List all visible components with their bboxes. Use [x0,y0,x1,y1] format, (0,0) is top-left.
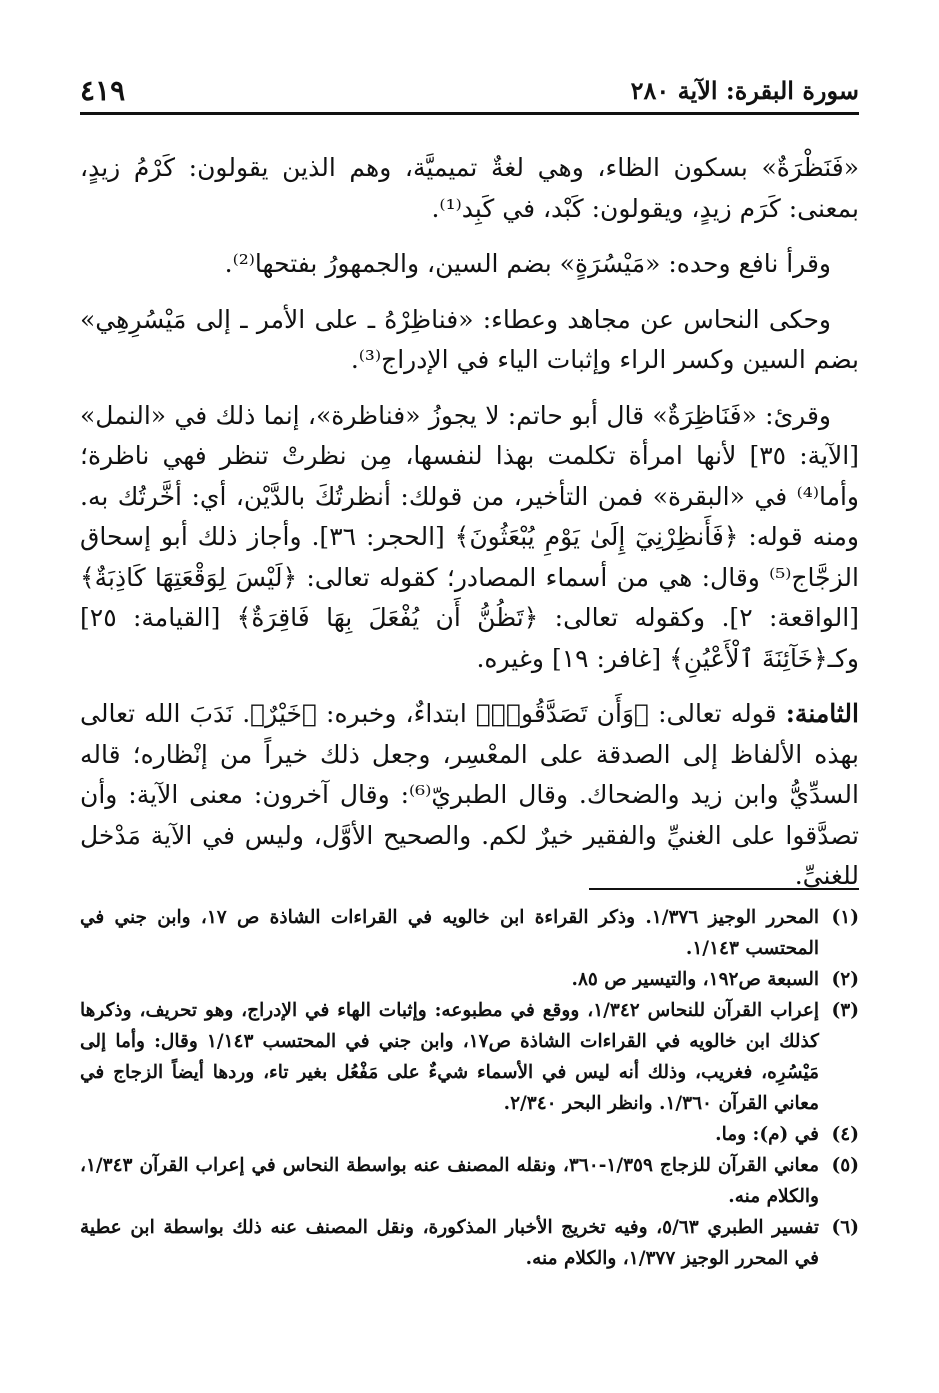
footnote-text: معاني القرآن للزجاج ١/٣٥٩-٣٦٠، ونقله المصنف عنه بواسطة النحاس في إعراب القرآن ١/٣٤٣، والكلام منه. [80,1155,819,1207]
footnote-number: (٣) [831,1000,859,1021]
footnotes [80,902,859,1274]
footnote-text: تفسير الطبري ٥/٦٣، وفيه تخريج الأخبار المذكورة، ونقل المصنف عنه ذلك بواسطة ابن عطية في المحرر الوجيز ١/٣٧٧، والكلام منه. [80,1217,819,1269]
main-text [80,148,859,912]
footnote-number: (٥) [831,1155,859,1176]
paragraph-3: وحكى النحاس عن مجاهد وعطاء: «فناظِرْهُ ـ على الأمر ـ إلى مَيْسُرِهِي» بضم السين وكسر الراء وإثبات الياء في الإدراج⁽³⁾. [80,304,859,374]
running-header [80,68,859,115]
page-number: ٤١٩ [80,73,126,107]
footnote-text: إعراب القرآن للنحاس ١/٣٤٢، ووقع في مطبوعه: وإثبات الهاء في الإدراج، وهو تحريف، وذكرها كذلك ابن خالويه في القراءات الشاذة ص١٧، وابن جني في المحتسب ١/١٤٣ وقال: وأما إلى مَيْسُرِه، فغريب، وذلك أنه ليس في الأسماء شيءٌ على مَفْعُل بغير تاء، وردها أيضاً الزجاج في معاني القرآن ١/٣٦٠. وانظر البحر ٢/٣٤٠. [80,1000,820,1114]
paragraph-4: وقرئ: «فَنَاظِرَةٌ» قال أبو حاتم: لا يجوزُ «فناظرة»، إنما ذلك في «النمل» [الآية: ٣٥] لأنها امرأة تكلمت بهذا لنفسها، مِن نظرتْ تنظر فهي ناظرة؛ وأما⁽⁴⁾ في «البقرة» فمن التأخير، من قولك: أنظرتُكَ بالدَّيْن، أي: أخَّرتُك به. ومنه قوله: ﴿فَأَنظِرْنِيٓ إِلَىٰ يَوْمِ يُبْعَثُونَ﴾ [الحجر: ٣٦]. وأجاز ذلك أبو إسحاق الزجَّاج⁽⁵⁾ وقال: هي من أسماء المصادر؛ كقوله تعالى: ﴿لَيْسَ لِوَقْعَتِهَا كَاذِبَةٌ﴾ [الواقعة: ٢]. وكقوله تعالى: ﴿تَظُنُّ أَن يُفْعَلَ بِهَا فَاقِرَةٌ﴾ [القيامة: ٢٥] وكـ﴿خَآئِنَةَ ٱلْأَعْيُنِ﴾ [غافر: ١٩] وغيره. [80,400,859,673]
footnote [80,995,859,1119]
footnote [80,1150,859,1212]
paragraph-5-text: قوله تعالى: ﴿وَأَن تَصَدَّقُوا۟﴾ ابتداءٌ، وخبره: ﴿خَيْرٌ﴾. نَدَبَ الله تعالى بهذه الألفاظ إلى الصدقة على المعْسِر، وجعل ذلك خيراً من إنْظاره؛ قاله السدِّيُّ وابن زيد والضحاك. وقال الطبريّ⁽⁶⁾: وقال آخرون: معنى الآية: وأن تصدَّقوا على الغنيِّ والفقير خيرٌ لكم. والصحيح الأوَّل، وليس في الآية مَدْخل للغنيِّ. [80,699,859,890]
footnote-text: في (م): وما. [715,1124,819,1145]
footnote [80,1119,859,1150]
surah-title: سورة البقرة: الآية ٢٨٠ [630,75,859,105]
footnote [80,902,859,964]
footnote-text: السبعة ص١٩٢، والتيسير ص ٨٥. [571,969,819,990]
footnote [80,964,859,995]
paragraph-1: «فَنَظْرَةٌ» بسكون الظاء، وهي لغةٌ تميميَّة، وهم الذين يقولون: كَرْمُ زيدٍ، بمعنى: كَرَم زيدٍ، ويقولون: كَبْد، في كَبِد⁽¹⁾. [80,153,859,223]
paragraph-5 [80,694,859,897]
section-lead: الثامنة: [785,699,859,728]
footnote-text: المحرر الوجيز ١/٣٧٦. وذكر القراءة ابن خالويه في القراءات الشاذة ص ١٧، وابن جني في المحتسب ١/١٤٣. [80,907,819,959]
footnote-number: (٦) [831,1217,859,1238]
paragraph-2: وقرأ نافع وحده: «مَيْسُرَةٍ» بضم السين، والجمهورُ بفتحها⁽²⁾. [224,249,831,278]
footnote-number: (١) [831,907,859,928]
footnote [80,1212,859,1274]
footnote-number: (٢) [831,969,859,990]
footnote-divider [589,888,859,890]
footnote-number: (٤) [831,1124,859,1145]
